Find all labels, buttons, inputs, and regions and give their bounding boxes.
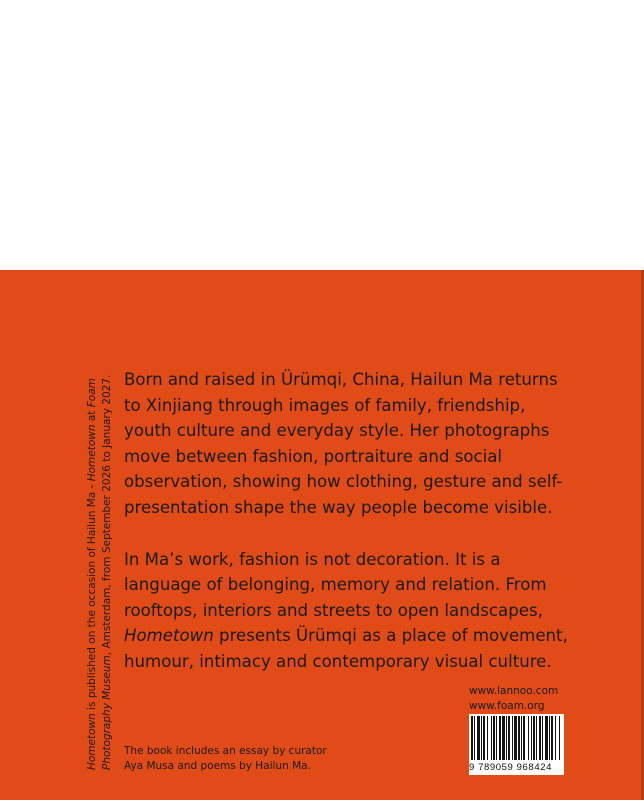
barcode-bar xyxy=(518,716,520,760)
side-note-title-2: Hometown xyxy=(86,424,98,482)
publisher-urls xyxy=(469,684,558,714)
side-note-text-2: at xyxy=(86,407,98,425)
barcode-bar xyxy=(474,716,475,760)
blurb-paragraph-2-end: presents Ürümqi as a place of movement, humour, intimacy and contemporary visual culture. xyxy=(124,626,568,671)
barcode-bar xyxy=(523,716,525,760)
side-note-venue: Foam Photography Museum xyxy=(86,378,113,770)
barcode-bar xyxy=(528,716,529,760)
barcode-bar xyxy=(477,716,480,760)
barcode-bar xyxy=(542,716,543,760)
barcode-bar xyxy=(559,716,560,760)
barcode-bar xyxy=(531,716,532,760)
blurb xyxy=(124,367,574,675)
barcode-bar xyxy=(549,716,550,760)
barcode-bar xyxy=(551,716,553,760)
blurb-paragraph-2 xyxy=(124,547,574,675)
barcode-bar xyxy=(512,716,513,760)
barcode-bar xyxy=(493,716,495,760)
barcode-bar xyxy=(487,716,488,760)
barcode-bar xyxy=(496,716,497,760)
blurb-paragraph-2-start: In Ma’s work, fashion is not decoration. It is a language of belonging, memory and relation. From rooftops, interiors and streets to open landscapes, xyxy=(124,549,547,620)
side-note-text-1: is published on the occasion of Hailun Ma - xyxy=(86,481,98,714)
barcode-bars xyxy=(469,714,564,760)
barcode-bar xyxy=(545,716,548,760)
barcode-bar xyxy=(499,716,501,760)
url-foam: www.foam.org xyxy=(469,700,545,712)
side-note-text-3: , Amsterdam, from September 2026 to January 2027. xyxy=(101,374,113,656)
barcode xyxy=(469,714,564,760)
blurb-paragraph-1: Born and raised in Ürümqi, China, Hailun Ma returns to Xinjiang through images of family, friendship, youth culture and everyday style. Her photographs move between fashion, portraiture and social observation, showing how clothing, gesture and self-presentation shape the way people become visible. xyxy=(124,370,563,517)
barcode-bar xyxy=(514,716,517,760)
barcode-bar xyxy=(555,716,556,760)
barcode-bar xyxy=(521,716,522,760)
isbn-digits: 9 789059 968424 xyxy=(469,760,564,775)
blurb-paragraph-2-title: Hometown xyxy=(124,626,214,646)
barcode-bar xyxy=(533,716,535,760)
barcode-bar xyxy=(491,716,492,760)
essay-note-line-2: Aya Musa and poems by Hailun Ma. xyxy=(124,759,311,772)
barcode-bar xyxy=(483,716,485,760)
essay-note-line-1: The book includes an essay by curator xyxy=(124,745,327,757)
publication-note xyxy=(85,370,115,770)
url-lannoo: www.lannoo.com xyxy=(469,685,559,697)
essay-note xyxy=(124,744,354,773)
barcode-bar xyxy=(471,716,473,760)
side-note-title-1: Hometown xyxy=(86,713,98,770)
barcode-bar xyxy=(536,716,537,760)
barcode-bar xyxy=(508,716,510,760)
barcode-bar xyxy=(481,716,482,760)
barcode-bar xyxy=(539,716,541,760)
barcode-bar xyxy=(502,716,505,760)
barcode-bar xyxy=(506,716,507,760)
